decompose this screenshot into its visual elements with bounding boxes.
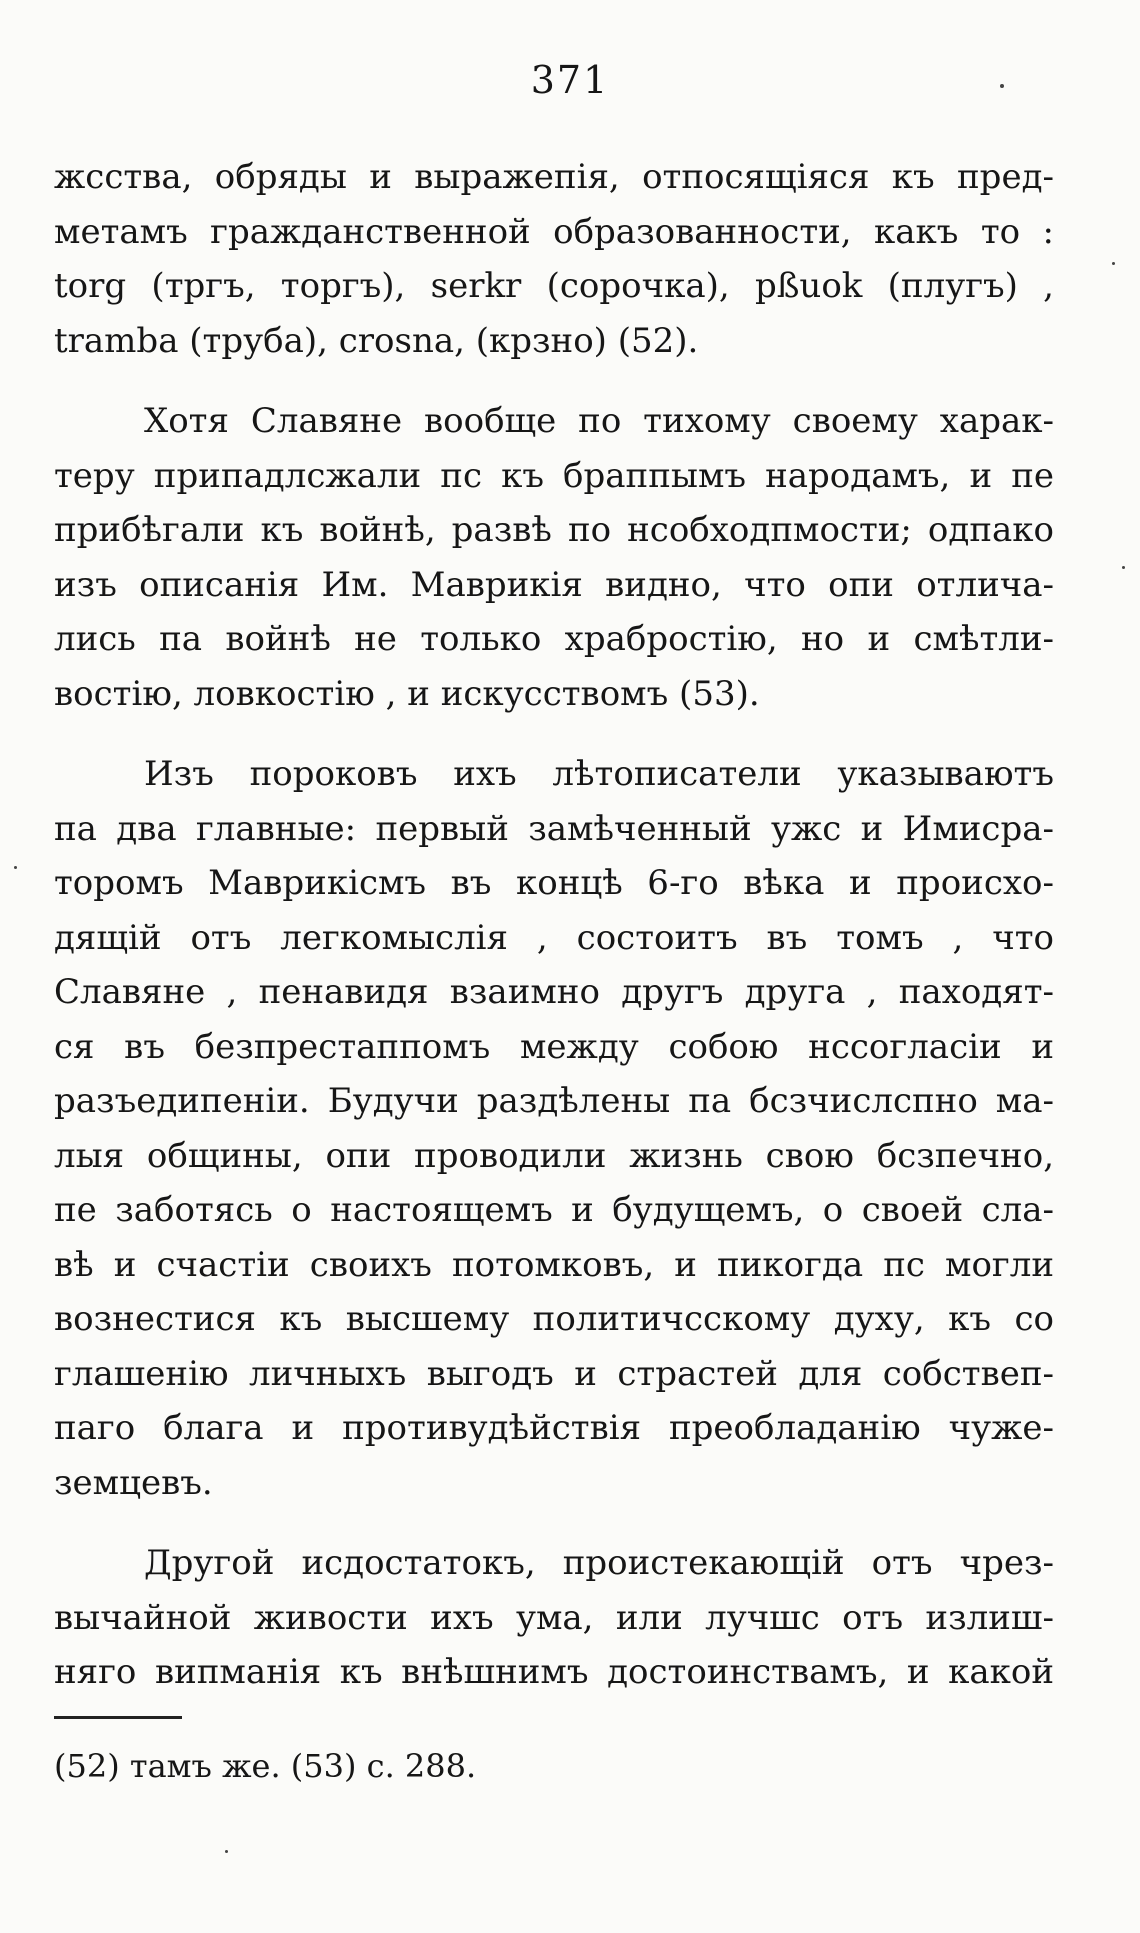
scan-speck	[225, 1850, 228, 1853]
text-line: глашенію личныхъ выгодъ и страстей для собствеп-	[54, 1353, 1054, 1394]
text-line: прибѣгали къ войнѣ, развѣ по нсобходпмости; одпако	[54, 510, 1054, 550]
text-line: Хотя Славяне вообще по тихому своему харак-	[144, 401, 1054, 441]
text-line: теру припадлсжали пс къ браппымъ народамъ, и пе	[54, 455, 1054, 496]
text-line: востію, ловкостію , и искусствомъ (53).	[54, 673, 760, 714]
text-line: дящій отъ легкомыслія , состоитъ въ томъ , что	[54, 917, 1054, 958]
scan-speck	[1000, 84, 1004, 88]
text-line: Изъ пороковъ ихъ лѣтописатели указываютъ	[144, 754, 1054, 794]
page-number: 371	[530, 58, 610, 102]
text-line: жсства, обряды и выражепія, отпосящіяся къ пред-	[54, 157, 1054, 197]
text-line: разъедипеніи. Будучи раздѣлены па бсзчислспно ма-	[54, 1081, 1054, 1121]
text-line: torg (тргъ, торгъ), serkr (сорочка), pßuok (плугъ) ,	[54, 266, 1054, 306]
scan-speck	[1112, 262, 1115, 265]
text-line: Другой исдостатокъ, проистекающій отъ чрез-	[144, 1543, 1054, 1583]
footnote-divider	[54, 1716, 182, 1719]
text-line: няго випманія къ внѣшнимъ достоинствамъ, и какой	[54, 1652, 1054, 1692]
text-line: Славяне , пенавидя взаимно другъ друга , паходят-	[54, 972, 1054, 1012]
paragraph-2	[54, 394, 1054, 721]
text-line: земцевъ.	[54, 1462, 213, 1503]
body-text	[54, 150, 1054, 1700]
scan-speck	[14, 866, 17, 869]
footnote: (52) тамъ же. (53) с. 288.	[54, 1747, 477, 1785]
text-line: па два главные: первый замѣченный ужс и Имисра-	[54, 808, 1054, 849]
text-line: пе заботясь о настоящемъ и будущемъ, о своей сла-	[54, 1190, 1054, 1230]
text-line: изъ описанія Им. Маврикія видно, что опи отлича-	[54, 564, 1054, 605]
text-line: торомъ Маврикісмъ въ концѣ 6-го вѣка и происхо-	[54, 863, 1054, 903]
text-line: вѣ и счастіи своихъ потомковъ, и пикогда пс могли	[54, 1244, 1054, 1285]
text-line: метамъ гражданственной образованности, какъ то :	[54, 211, 1054, 252]
scan-speck	[1122, 566, 1125, 569]
text-line: вычайной живости ихъ ума, или лучшс отъ излиш-	[54, 1597, 1054, 1638]
text-line: паго блага и противудѣйствія преобладанію чуже-	[54, 1408, 1054, 1448]
text-line: ся въ безпрестаппомъ между собою нссогласіи и	[54, 1026, 1054, 1067]
text-line: вознестися къ высшему политичсскому духу, къ со	[54, 1299, 1054, 1339]
text-line: лись па войнѣ не только храбростію, но и смѣтли-	[54, 619, 1054, 659]
text-line: лыя общины, опи проводили жизнь свою бсзпечно,	[54, 1135, 1054, 1176]
paragraph-4	[54, 1536, 1054, 1700]
text-line: tramba (труба), crosna, (крзно) (52).	[54, 320, 699, 361]
paragraph-3	[54, 747, 1054, 1510]
paragraph-1	[54, 150, 1054, 368]
